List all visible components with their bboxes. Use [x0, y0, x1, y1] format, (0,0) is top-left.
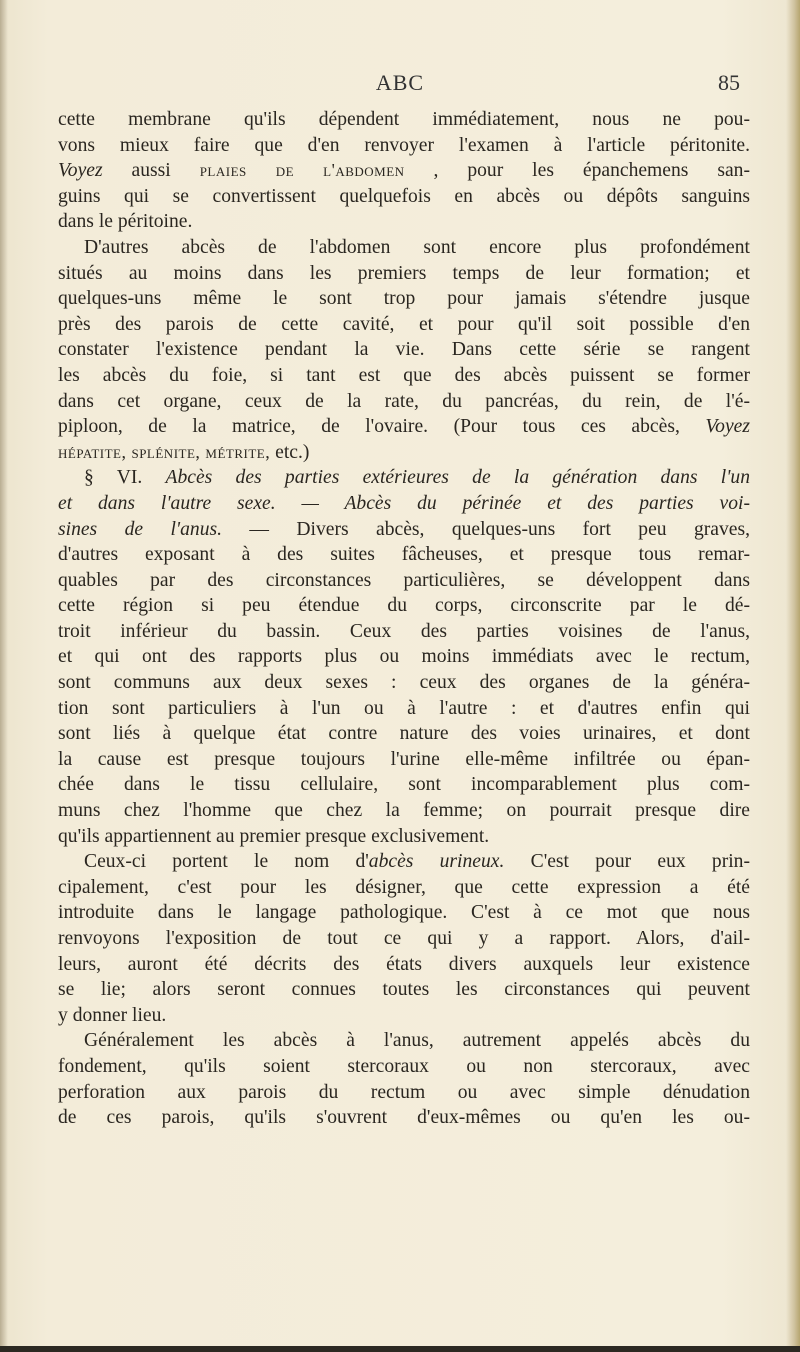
text-line	[58, 107, 750, 133]
text-segment: tion sont particuliers à l'un ou à l'autre : et d'autres enfin qui	[58, 697, 750, 719]
text-segment: , pour les épanchemens san-	[404, 160, 750, 182]
page-left-edge	[0, 0, 8, 1352]
text-line	[58, 440, 750, 466]
text-line	[58, 158, 750, 184]
text-segment: cipalement, c'est pour les désigner, que cette expression a été	[58, 876, 750, 898]
text-line	[58, 491, 750, 517]
text-line	[58, 465, 750, 491]
text-segment: cette région si peu étendue du corps, circonscrite par le dé-	[58, 595, 750, 617]
text-line	[58, 312, 750, 338]
page-right-edge	[786, 0, 800, 1352]
italic-text: Abcès des parties extérieures de la génération dans l'un	[165, 467, 750, 489]
text-line	[58, 849, 750, 875]
text-segment: Généralement les abcès à l'anus, autrement appelés abcès du	[84, 1030, 750, 1052]
text-line	[58, 875, 750, 901]
text-line	[58, 389, 750, 415]
text-segment: et qui ont des rapports plus ou moins immédiats avec le rectum,	[58, 646, 750, 668]
text-segment: renvoyons l'exposition de tout ce qui y a rapport. Alors, d'ail-	[58, 928, 750, 949]
page-number: 85	[718, 70, 740, 95]
text-segment: vons mieux faire que d'en renvoyer l'examen à l'article péritonite.	[58, 134, 750, 156]
italic-text: sines de l'anus.	[58, 518, 223, 540]
text-line	[58, 619, 750, 645]
text-segment: situés au moins dans les premiers temps de leur formation; et	[58, 262, 750, 284]
text-segment: introduite dans le langage pathologique. C'est à ce mot que nous	[58, 902, 750, 924]
text-line	[58, 414, 750, 440]
small-caps-text: hépatite, splénite, métrite,	[58, 441, 271, 462]
text-line	[58, 593, 750, 619]
text-line	[58, 1028, 750, 1054]
text-segment: les abcès du foie, si tant est que des abcès puissent se former	[58, 364, 750, 386]
text-segment: constater l'existence pendant la vie. Dans cette série se rangent	[58, 339, 750, 361]
small-caps-text: plaies de l'abdomen	[199, 160, 405, 181]
text-line	[58, 1080, 750, 1106]
italic-text: Voyez	[705, 416, 750, 438]
text-segment: d'autres exposant à des suites fâcheuses, et presque tous remar-	[58, 544, 750, 566]
text-line	[58, 696, 750, 722]
text-line	[58, 209, 750, 235]
text-line	[58, 1054, 750, 1080]
text-segment: qu'ils appartiennent au premier presque exclusivement.	[58, 825, 490, 847]
text-line	[58, 1003, 750, 1029]
italic-text: abcès urineux.	[368, 851, 505, 873]
text-segment: C'est pour eux prin-	[504, 851, 750, 873]
text-line	[58, 670, 750, 696]
text-segment: perforation aux parois du rectum ou avec simple dénudation	[58, 1081, 750, 1103]
text-segment: dans cet organe, ceux de la rate, du pancréas, du rein, de l'é-	[58, 390, 750, 412]
text-line	[58, 747, 750, 773]
text-line	[58, 286, 750, 312]
text-segment: de ces parois, qu'ils s'ouvrent d'eux-mêmes ou qu'en les ou-	[58, 1107, 750, 1129]
text-line	[58, 235, 750, 261]
text-line	[58, 261, 750, 287]
text-segment: — Divers abcès, quelques-uns fort peu graves,	[222, 518, 750, 540]
text-segment: la cause est presque toujours l'urine elle-même infiltrée ou épan-	[58, 748, 750, 770]
text-line	[58, 363, 750, 389]
body-text	[58, 107, 750, 1131]
text-line	[58, 798, 750, 824]
running-head: ABC	[375, 70, 425, 95]
text-line	[58, 337, 750, 363]
text-line	[58, 568, 750, 594]
text-line	[58, 772, 750, 798]
text-line	[58, 977, 750, 1003]
italic-text: Voyez	[58, 160, 103, 182]
text-segment: D'autres abcès de l'abdomen sont encore plus profondément	[84, 236, 750, 258]
text-segment: près des parois de cette cavité, et pour qu'il soit possible d'en	[58, 313, 750, 335]
text-line	[58, 900, 750, 926]
text-segment: fondement, qu'ils soient stercoraux ou non stercoraux, avec	[58, 1055, 750, 1077]
text-segment: quables par des circonstances particulières, se développent dans	[58, 569, 750, 591]
page-header	[0, 70, 800, 98]
text-segment: guins qui se convertissent quelquefois en abcès ou dépôts sanguins	[58, 185, 750, 207]
text-segment: etc.)	[270, 441, 310, 463]
text-segment: Ceux-ci portent le nom d'	[84, 851, 369, 873]
text-line	[58, 721, 750, 747]
text-line	[58, 184, 750, 210]
text-segment: aussi	[102, 160, 200, 182]
text-segment: chée dans le tissu cellulaire, sont incomparablement plus com-	[58, 774, 750, 796]
text-segment: dans le péritoine.	[58, 211, 193, 233]
text-segment: cette membrane qu'ils dépendent immédiatement, nous ne pou-	[58, 109, 750, 130]
text-segment: sont liés à quelque état contre nature des voies urinaires, et dont	[58, 723, 750, 745]
italic-text: et dans l'autre sexe. — Abcès du périnée et des parties voi-	[58, 492, 750, 514]
text-segment: piploon, de la matrice, de l'ovaire. (Pour tous ces abcès,	[58, 416, 706, 438]
text-segment: quelques-uns même le sont trop pour jamais s'étendre jusque	[58, 288, 750, 310]
text-segment: muns chez l'homme que chez la femme; on pourrait presque dire	[58, 800, 750, 822]
text-line	[58, 1105, 750, 1131]
text-line	[58, 517, 750, 543]
text-line	[58, 542, 750, 568]
text-segment: se lie; alors seront connues toutes les circonstances qui peuvent	[58, 979, 750, 1001]
text-line	[58, 952, 750, 978]
text-segment: leurs, auront été décrits des états divers auxquels leur existence	[58, 953, 750, 975]
text-segment: y donner lieu.	[58, 1004, 167, 1026]
text-line	[58, 926, 750, 952]
page-bottom-edge	[0, 1346, 800, 1352]
text-segment: sont communs aux deux sexes : ceux des organes de la généra-	[58, 672, 750, 694]
text-segment: § VI.	[84, 467, 166, 489]
text-segment: troit inférieur du bassin. Ceux des parties voisines de l'anus,	[58, 620, 750, 642]
text-line	[58, 644, 750, 670]
text-line	[58, 133, 750, 159]
text-line	[58, 824, 750, 850]
